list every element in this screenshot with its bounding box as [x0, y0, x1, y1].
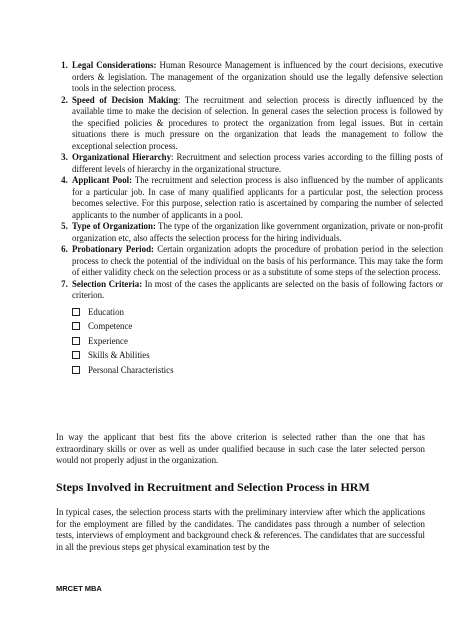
criteria-label: Experience: [88, 335, 128, 346]
criteria-list: [72, 305, 443, 378]
criteria-label: Skills & Abilities: [88, 350, 150, 360]
item-text: : The recruitment and selection process is directly influenced by the available time to make the decision of selection. In general cases the selection process is followed by the specified policies & procedures to protect the organization from legal issues. But in certain situations there is much pressure on the organization that leads the management to follow the exceptional selection process.: [72, 94, 444, 151]
checkbox-icon: [72, 337, 80, 345]
item-text: The type of the organization like government organization, private or non-profit organization etc, also affects the selection process for the hiring individuals.: [72, 221, 443, 243]
criteria-label: Personal Characteristics: [88, 364, 174, 375]
item-term: Legal Considerations:: [72, 60, 157, 70]
item-term: Organizational Hierarchy: [72, 152, 172, 162]
list-item: [70, 279, 443, 378]
item-term: Type of Organization:: [72, 221, 156, 231]
criteria-item: [72, 363, 443, 378]
list-item: [70, 152, 443, 175]
criteria-item: [72, 348, 443, 363]
item-term: Applicant Pool:: [72, 175, 133, 185]
item-text: Human Resource Management is influenced by the court decisions, executive orders & legislation. The management of the organization should use the legally defensive selection tools in the selection process.: [72, 60, 444, 93]
list-item: [70, 95, 443, 153]
criteria-item: [72, 305, 443, 320]
page-footer: MRCET MBA: [56, 584, 102, 593]
list-item: [70, 244, 443, 279]
body-paragraph: In typical cases, the selection process starts with the preliminary interview after which the applications for the employment are filled by the candidates. The candidates pass through a number of selection tests, interviews of employment and background check & references. The candidates that are successful in all the previous steps get physical examination test by the: [56, 507, 425, 552]
checkbox-icon: [72, 322, 80, 330]
criteria-item: [72, 334, 443, 349]
item-term: Selection Criteria:: [72, 278, 143, 289]
factors-list: [56, 60, 443, 377]
list-item: [70, 175, 443, 221]
list-item: [70, 221, 443, 244]
criteria-label: Competence: [88, 321, 133, 331]
item-text: In most of the cases the applicants are selected on the basis of following factors or criterion.: [72, 278, 443, 300]
body-paragraph: In way the applicant that best fits the above criterion is selected rather than the one that has extraordinary skills or over as well as under qualified because in such case the later selected person would not properly adjust in the organization.: [56, 432, 425, 465]
checkbox-icon: [72, 366, 80, 374]
item-text: The recruitment and selection process is also influenced by the number of applicants for a particular job. In case of many qualified applicants for a particular post, the selection process becomes selective. For this purpose, selection ratio is ascertained by comparing the number of selected applicants to the number of applicants in a pool.: [72, 175, 444, 220]
item-term: Probationary Period:: [72, 244, 154, 254]
item-text: : Recruitment and selection process varies according to the filling posts of different levels of hierarchy in the organizational structure.: [72, 152, 443, 174]
checkbox-icon: [72, 308, 80, 316]
item-text: Certain organization adopts the procedure of probation period in the selection process to check the potential of the individual on the basis of his performance. This may take the form of either validity check on the selection process or as a substitute of some steps of the selection process.: [72, 244, 444, 277]
list-item: [70, 60, 443, 95]
item-term: Speed of Decision Making: [72, 94, 178, 105]
criteria-label: Education: [88, 306, 124, 317]
checkbox-icon: [72, 351, 80, 359]
section-heading: Steps Involved in Recruitment and Selection Process in HRM: [56, 480, 370, 494]
criteria-item: [72, 319, 443, 334]
